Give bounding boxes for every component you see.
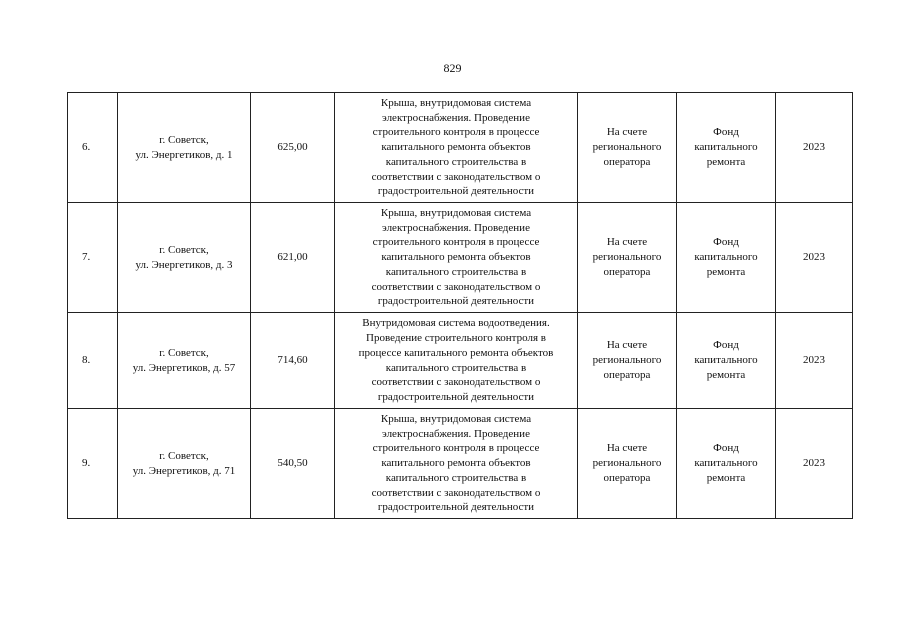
work-line: капитального ремонта объектов <box>381 141 531 154</box>
fund-line: Фонд <box>713 236 739 249</box>
fund-cell <box>677 93 776 203</box>
table-row <box>68 409 853 519</box>
account-line: На счете <box>606 126 648 139</box>
fund-line: Фонд <box>713 339 739 352</box>
page-number: 829 <box>443 61 462 75</box>
work-line: соответствии с законодательством о <box>371 170 541 183</box>
value-cell: 540,50 <box>251 409 335 519</box>
fund-line: ремонта <box>706 265 746 278</box>
work-line: строительного контроля в процессе <box>372 442 540 455</box>
table-row <box>68 93 853 203</box>
work-line: процессе капитального ремонта объектов <box>358 346 554 359</box>
work-line: капитального строительства в <box>385 155 527 168</box>
row-number: 7. <box>68 203 118 313</box>
address-cell <box>118 203 251 313</box>
address-city: г. Советск, <box>159 449 209 462</box>
account-line: регионального <box>592 457 662 470</box>
value-cell: 714,60 <box>251 313 335 409</box>
fund-line: ремонта <box>706 471 746 484</box>
value-cell: 621,00 <box>251 203 335 313</box>
fund-cell <box>677 409 776 519</box>
work-line: соответствии с законодательством о <box>371 486 541 499</box>
fund-cell <box>677 313 776 409</box>
work-line: капитального ремонта объектов <box>381 457 531 470</box>
fund-cell <box>677 203 776 313</box>
work-line: градостроительной деятельности <box>377 185 535 198</box>
work-line: капитального строительства в <box>385 471 527 484</box>
work-line: градостроительной деятельности <box>377 390 535 403</box>
address-city: г. Советск, <box>159 346 209 359</box>
account-line: оператора <box>603 155 651 168</box>
work-line: электроснабжения. Проведение <box>382 111 530 124</box>
address-street: ул. Энергетиков, д. 71 <box>132 464 236 477</box>
work-line: Крыша, внутридомовая система <box>380 413 532 426</box>
work-line: строительного контроля в процессе <box>372 236 540 249</box>
year-cell: 2023 <box>776 93 853 203</box>
account-cell <box>578 93 677 203</box>
work-line: Внутридомовая система водоотведения. <box>362 317 550 330</box>
table-row <box>68 203 853 313</box>
row-number: 9. <box>68 409 118 519</box>
year-cell: 2023 <box>776 409 853 519</box>
fund-line: капитального <box>694 457 758 470</box>
account-cell <box>578 203 677 313</box>
address-street: ул. Энергетиков, д. 57 <box>132 361 236 374</box>
work-line: соответствии с законодательством о <box>371 376 541 389</box>
account-cell <box>578 409 677 519</box>
account-cell <box>578 313 677 409</box>
work-line: соответствии с законодательством о <box>371 280 541 293</box>
work-description-cell <box>335 313 578 409</box>
work-line: Крыша, внутридомовая система <box>380 97 532 110</box>
work-description-cell <box>335 93 578 203</box>
work-description-cell <box>335 409 578 519</box>
account-line: регионального <box>592 141 662 154</box>
year-cell: 2023 <box>776 313 853 409</box>
account-line: регионального <box>592 251 662 264</box>
fund-line: капитального <box>694 354 758 367</box>
account-line: оператора <box>603 368 651 381</box>
work-description-cell <box>335 203 578 313</box>
account-line: регионального <box>592 354 662 367</box>
address-cell <box>118 313 251 409</box>
work-line: Крыша, внутридомовая система <box>380 207 532 220</box>
account-line: оператора <box>603 471 651 484</box>
fund-line: ремонта <box>706 155 746 168</box>
work-line: электроснабжения. Проведение <box>382 427 530 440</box>
fund-line: Фонд <box>713 442 739 455</box>
work-line: строительного контроля в процессе <box>372 126 540 139</box>
address-cell <box>118 93 251 203</box>
work-line: капитального строительства в <box>385 361 527 374</box>
address-city: г. Советск, <box>159 133 209 146</box>
account-line: На счете <box>606 236 648 249</box>
address-street: ул. Энергетиков, д. 1 <box>135 148 233 161</box>
address-cell <box>118 409 251 519</box>
works-table-body <box>68 93 853 519</box>
fund-line: капитального <box>694 141 758 154</box>
account-line: оператора <box>603 265 651 278</box>
value-cell: 625,00 <box>251 93 335 203</box>
work-line: Проведение строительного контроля в <box>366 332 546 345</box>
year-cell: 2023 <box>776 203 853 313</box>
work-line: капитального строительства в <box>385 265 527 278</box>
address-city: г. Советск, <box>159 243 209 256</box>
work-line: капитального ремонта объектов <box>381 251 531 264</box>
fund-line: капитального <box>694 251 758 264</box>
work-line: градостроительной деятельности <box>377 501 535 514</box>
address-street: ул. Энергетиков, д. 3 <box>135 258 233 271</box>
fund-line: Фонд <box>713 126 739 139</box>
work-line: электроснабжения. Проведение <box>382 221 530 234</box>
fund-line: ремонта <box>706 368 746 381</box>
table-row <box>68 313 853 409</box>
works-table <box>67 92 853 519</box>
account-line: На счете <box>606 442 648 455</box>
account-line: На счете <box>606 339 648 352</box>
row-number: 6. <box>68 93 118 203</box>
work-line: градостроительной деятельности <box>377 295 535 308</box>
row-number: 8. <box>68 313 118 409</box>
